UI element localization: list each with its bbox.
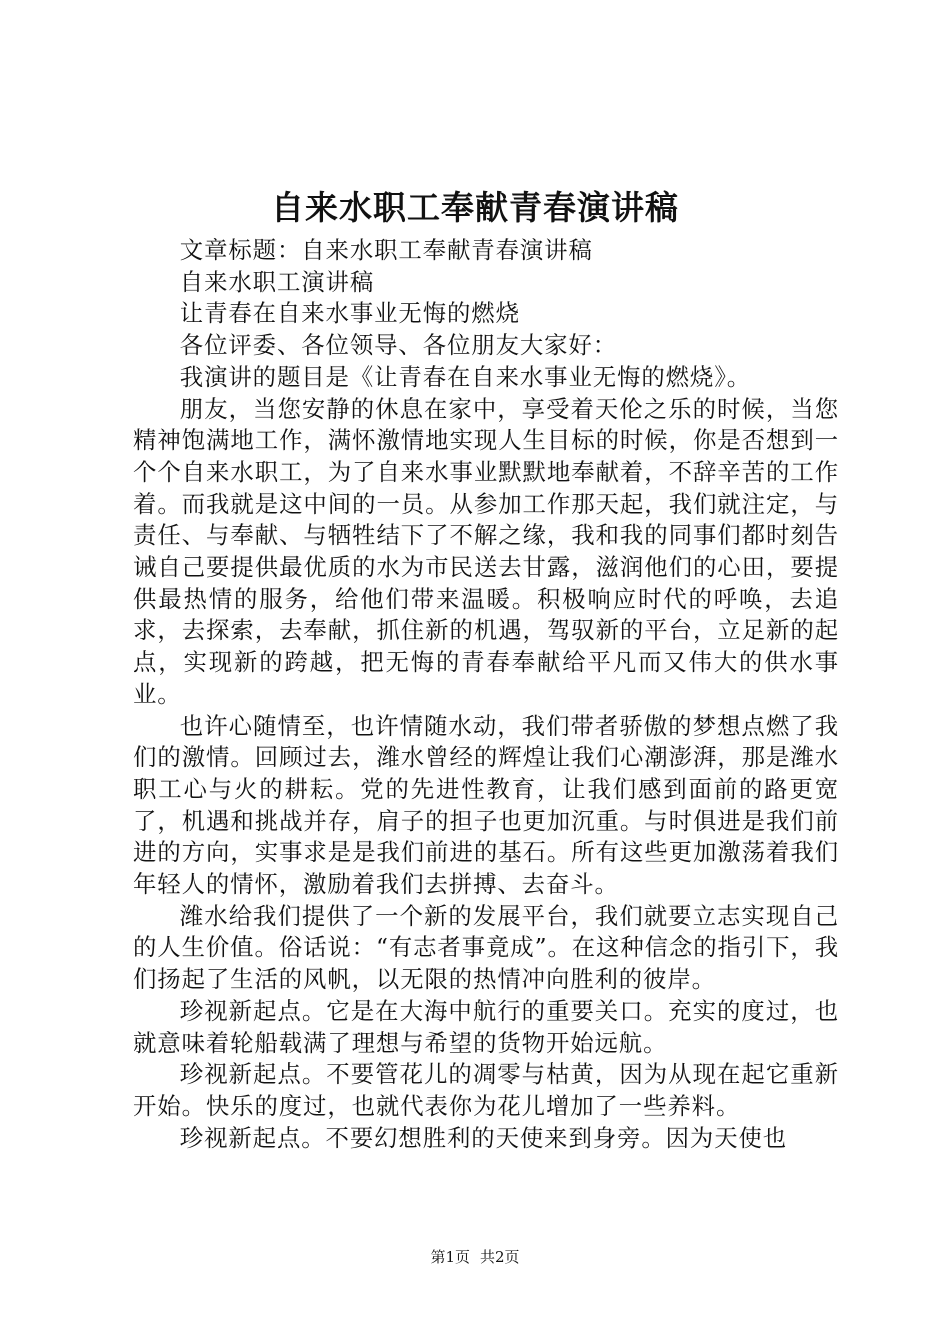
page-number: 第1页	[430, 1248, 470, 1266]
paragraph-body: 珍视新起点。不要管花儿的凋零与枯黄，因为从现在起它重新开始。快乐的度过，也就代表你为花儿增加了一些养料。	[133, 1060, 839, 1120]
paragraph-theme: 让青春在自来水事业无悔的燃烧	[179, 299, 520, 328]
paragraph-body: 也许心随情至，也许情随水动，我们带者骄傲的梦想点燃了我们的激情。回顾过去，潍水曾经的辉煌让我们心潮澎湃，那是潍水职工心与火的耕耘。党的先进性教育，让我们感到面前的路更宽了，机遇和挑战并存，肩子的担子也更加沉重。与时俱进是我们前进的方向，实事求是是我们前进的基石。所有这些更加激荡着我们年轻人的情怀，激励着我们去拼搏、去奋斗。	[133, 711, 839, 899]
paragraph-article-title: 文章标题：自来水职工奉献青春演讲稿	[179, 236, 593, 264]
paragraph-body: 潍水给我们提供了一个新的发展平台，我们就要立志实现自己的人生价值。俗话说：“有志者事竟成”。在这种信念的指引下，我们扬起了生活的风帆，以无限的热情冲向胜利的彼岸。	[133, 901, 839, 994]
paragraph-body: 珍视新起点。它是在大海中航行的重要关口。充实的度过，也就意味着轮船载满了理想与希望的货物开始远航。	[133, 996, 839, 1057]
paragraph-greeting: 各位评委、各位领导、各位朋友大家好：	[179, 331, 618, 360]
page-total: 共2页	[480, 1248, 520, 1266]
paragraph-body: 朋友，当您安静的休息在家中，享受着天伦之乐的时候，当您精神饱满地工作，满怀激情地实现人生目标的时候，你是否想到一个个自来水职工，为了自来水事业默默地奉献着，不辞辛苦的工作着。而我就是这中间的一员。从参加工作那天起，我们就注定，与责任、与奉献、与牺牲结下了不解之缘，我和我的同事们都时刻告诫自己要提供最优质的水为市民送去甘露，滋润他们的心田，要提供最热情的服务，给他们带来温暖。积极响应时代的呼唤，去追求，去探索，去奉献，抓住新的机遇，驾驭新的平台，立足新的起点，实现新的跨越，把无悔的青春奉献给平凡而又伟大的供水事业。	[133, 394, 839, 708]
page-footer	[0, 1247, 950, 1267]
paragraph-body: 珍视新起点。不要幻想胜利的天使来到身旁。因为天使也	[179, 1123, 788, 1152]
paragraph-subtitle: 自来水职工演讲稿	[179, 267, 375, 296]
document-title: 自来水职工奉献青春演讲稿	[271, 188, 679, 227]
paragraph-topic: 我演讲的题目是《让青春在自来水事业无悔的燃烧》。	[179, 362, 752, 391]
document-body	[133, 235, 839, 1154]
